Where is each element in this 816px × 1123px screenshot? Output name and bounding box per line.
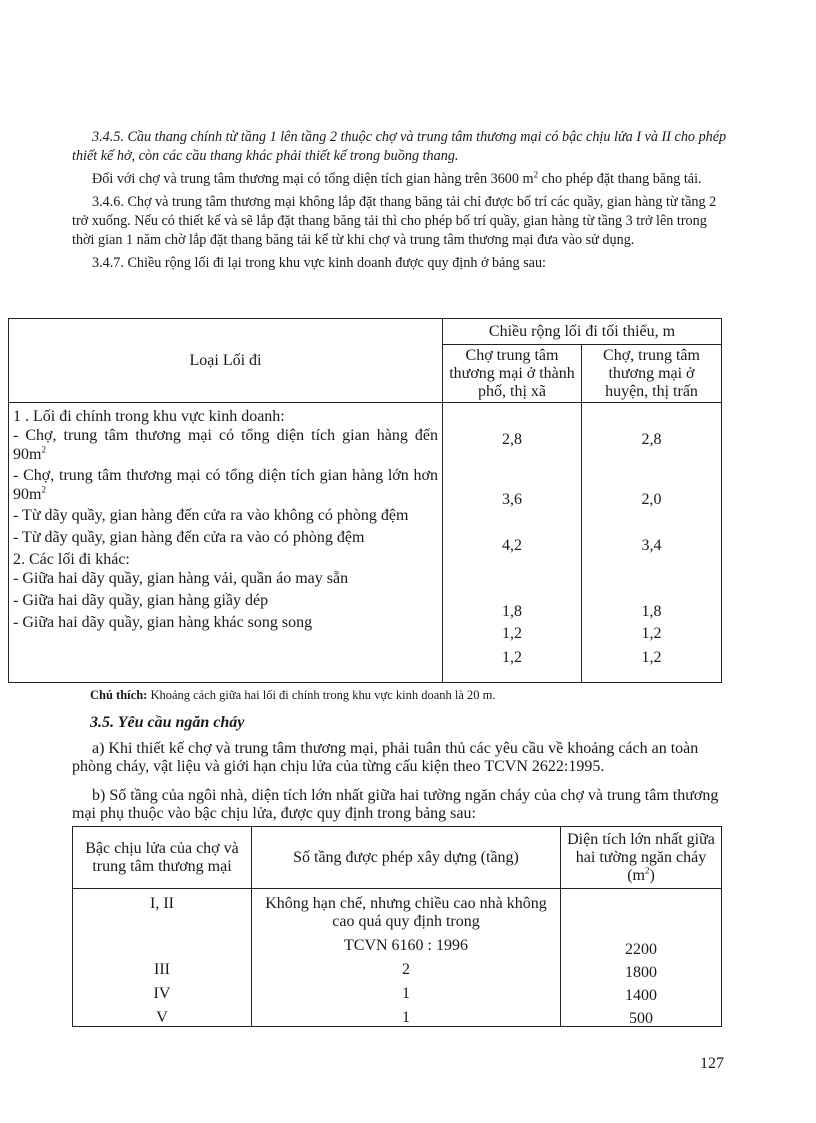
clause-3-4-7: 3.4.7. Chiều rộng lối đi lại trong khu vực kinh doanh được quy định ở bảng sau: [92,255,546,271]
floor-values: Không hạn chế, nhưng chiều cao nhà không cao quá quy định trong TCVN 6160 : 1996 2 1 1 [252,889,561,1027]
table-note: Chú thích: Khoảng cách giữa hai lối đi chính trong khu vực kinh doanh là 20 m. [90,688,496,702]
clause-3-4-5: 3.4.5. Cầu thang chính từ tầng 1 lên tầng 2 thuộc chợ và trung tâm thương mại có bậc chịu lửa I và II cho phép thiết kế hở, còn các cầu thang khác phải thiết kế trong buồng thang. [72,129,727,164]
page-number: 127 [700,1055,724,1072]
section-heading-3-5: 3.5. Yêu cầu ngăn cháy [90,714,245,731]
col-header-type: Loại Lối đi [9,319,443,403]
col-header-floors: Số tầng được phép xây dựng (tầng) [252,827,561,889]
col-header-grade: Bậc chịu lửa của chợ và trung tâm thương mại [73,827,252,889]
fire-resistance-table [72,826,722,1027]
col-header-area: Diện tích lớn nhất giữa hai tường ngăn cháy $(m^2)$ [561,827,722,889]
clause-3-4-5-conveyor: Đối với chợ và trung tâm thương mại có tổng diện tích gian hàng trên 3600 $m^2$ cho phép đặt thang băng tải. [92,169,702,187]
col-header-min-width: Chiều rộng lối đi tối thiểu, m [443,319,722,345]
clause-3-4-6: 3.4.6. Chợ và trung tâm thương mại không lắp đặt thang băng tải chỉ được bố trí các quầy, gian hàng từ tầng 2 trở xuống. Nếu có thiết kế và sẽ lắp đặt thang băng tải thì cho phép bố trí quầy, gian hàng từ tầng 3 trở lên trong thời gian 1 năm chờ lắp đặt thang băng tải kể từ khi chợ và trung tâm thương mại đưa vào sử dụng. [72,194,717,248]
grade-values: I, II III IV V [73,889,252,1027]
area-values: 2200 1800 1400 500 [561,889,722,1027]
col-header-city: Chợ trung tâm thương mại ở thành phố, thị xã [443,345,582,403]
aisle-type-list: 1 . Lối đi chính trong khu vực kinh doanh: - Chợ, trung tâm thương mại có tổng diện tích gian hàng đến $90m^2$ - Chợ, trung tâm thương mại có tổng diện tích gian hàng lớn hơn $90m^2$ - Từ dãy quầy, gian hàng đến cửa ra vào không có phòng đệm - Từ dãy quầy, gian hàng đến cửa ra vào có phòng đệm 2. Các lối đi khác: - Giữa hai dãy quầy, gian hàng vải, quần áo may sẵn - Giữa hai dãy quầy, gian hàng giầy dép - Giữa hai dãy quầy, gian hàng khác song song [9,403,443,683]
aisle-width-table [8,318,722,683]
col-header-district: Chợ, trung tâm thương mại ở huyện, thị trấn [582,345,722,403]
paragraph-b: b) Số tầng của ngôi nhà, diện tích lớn nhất giữa hai tường ngăn cháy của chợ và trung tâm thương mại phụ thuộc vào bậc chịu lửa, được quy định trong bảng sau: [72,787,719,822]
district-values: 2,8 2,0 3,4 1,8 1,2 1,2 [582,403,722,683]
paragraph-a: a) Khi thiết kế chợ và trung tâm thương mại, phải tuân thủ các yêu cầu về khoảng cách an toàn phòng cháy, vật liệu và giới hạn chịu lửa của từng cấu kiện theo TCVN 2622:1995. [72,740,699,775]
city-values: 2,8 3,6 4,2 1,8 1,2 1,2 [443,403,582,683]
body-text [72,128,732,273]
